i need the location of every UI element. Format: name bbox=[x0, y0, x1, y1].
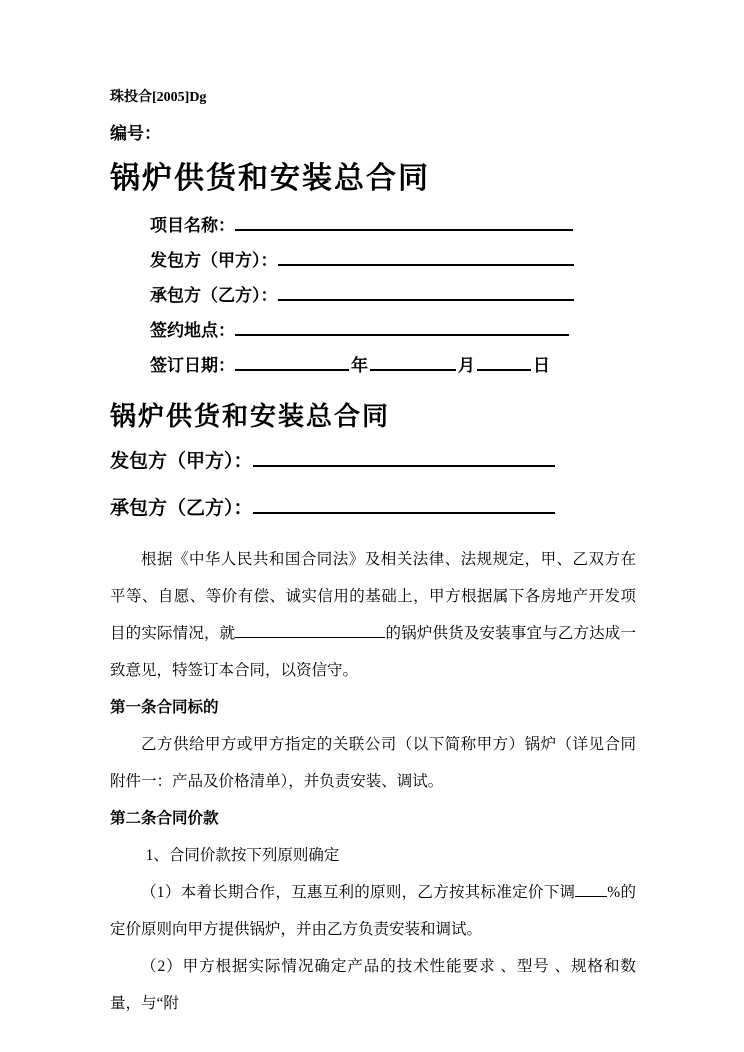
discount-blank bbox=[575, 883, 607, 897]
cover-form bbox=[150, 208, 636, 383]
party-a-blank bbox=[278, 249, 574, 266]
party-b2-label: 承包方（乙方）： bbox=[110, 498, 253, 519]
signing-place-row bbox=[150, 313, 636, 348]
number-label: 编号： bbox=[110, 124, 161, 143]
signing-date-row bbox=[150, 348, 636, 383]
article2-sub1-text-2: %的定价原则向甲方提供锅炉，并由乙方负责安装和调试。 bbox=[110, 884, 636, 938]
party-a-row bbox=[150, 243, 636, 278]
party-b-row bbox=[150, 278, 636, 313]
month-unit: 月 bbox=[458, 356, 475, 375]
article2-heading: 第二条合同价款 bbox=[110, 810, 219, 827]
day-unit: 日 bbox=[533, 356, 550, 375]
article2-sub1-text-1: （1）本着长期合作，互惠互利的原则，乙方按其标准定价下调 bbox=[141, 884, 576, 901]
doc-reference: 珠投合[2005]Dg bbox=[110, 90, 207, 105]
intro-text-2: 的锅炉供货及安装事宜与乙方达成一致意见，特签订本合同，以资信守。 bbox=[110, 625, 636, 679]
year-blank bbox=[235, 354, 349, 371]
party-a2-row bbox=[110, 442, 636, 482]
year-unit: 年 bbox=[351, 356, 368, 375]
project-name-blank bbox=[235, 214, 573, 231]
party-b2-blank bbox=[253, 497, 555, 514]
article2-sub1 bbox=[110, 874, 636, 948]
document-title: 锅炉供货和安装总合同 bbox=[110, 162, 430, 195]
article2-item1: 1、合同价款按下列原则确定 bbox=[145, 847, 340, 864]
article1-heading: 第一条合同标的 bbox=[110, 699, 219, 716]
project-name-row bbox=[150, 208, 636, 243]
party-a2-label: 发包方（甲方）： bbox=[110, 451, 253, 472]
document-subtitle: 锅炉供货和安装总合同 bbox=[110, 402, 391, 431]
signing-place-label: 签约地点： bbox=[150, 321, 235, 340]
intro-text-1: 根据《中华人民共和国合同法》及相关法律、法规规定，甲、乙双方在平等、自愿、等价有偿、诚实信用的基础上，甲方根据属下各房地产开发项目的实际情况，就 bbox=[110, 551, 636, 642]
party-a2-blank bbox=[253, 450, 555, 467]
project-name-label: 项目名称： bbox=[150, 216, 235, 235]
party-a-label: 发包方（甲方）： bbox=[150, 251, 278, 270]
signing-place-blank bbox=[235, 319, 569, 336]
month-blank bbox=[370, 354, 456, 371]
intro-blank bbox=[235, 624, 385, 638]
signing-date-label: 签订日期： bbox=[150, 356, 235, 375]
intro-paragraph bbox=[110, 541, 636, 689]
article2-sub2: （2）甲方根据实际情况确定产品的技术性能要求 、型号 、规格和数量，与“附 bbox=[110, 958, 636, 1012]
party-b2-row bbox=[110, 489, 636, 529]
party-b-label: 承包方（乙方）： bbox=[150, 286, 278, 305]
party-b-blank bbox=[278, 284, 574, 301]
contract-body bbox=[110, 541, 636, 1022]
day-blank bbox=[477, 354, 531, 371]
article1-body: 乙方供给甲方或甲方指定的关联公司（以下简称甲方）锅炉（详见合同附件一：产品及价格清单），并负责安装、调试。 bbox=[110, 736, 636, 790]
